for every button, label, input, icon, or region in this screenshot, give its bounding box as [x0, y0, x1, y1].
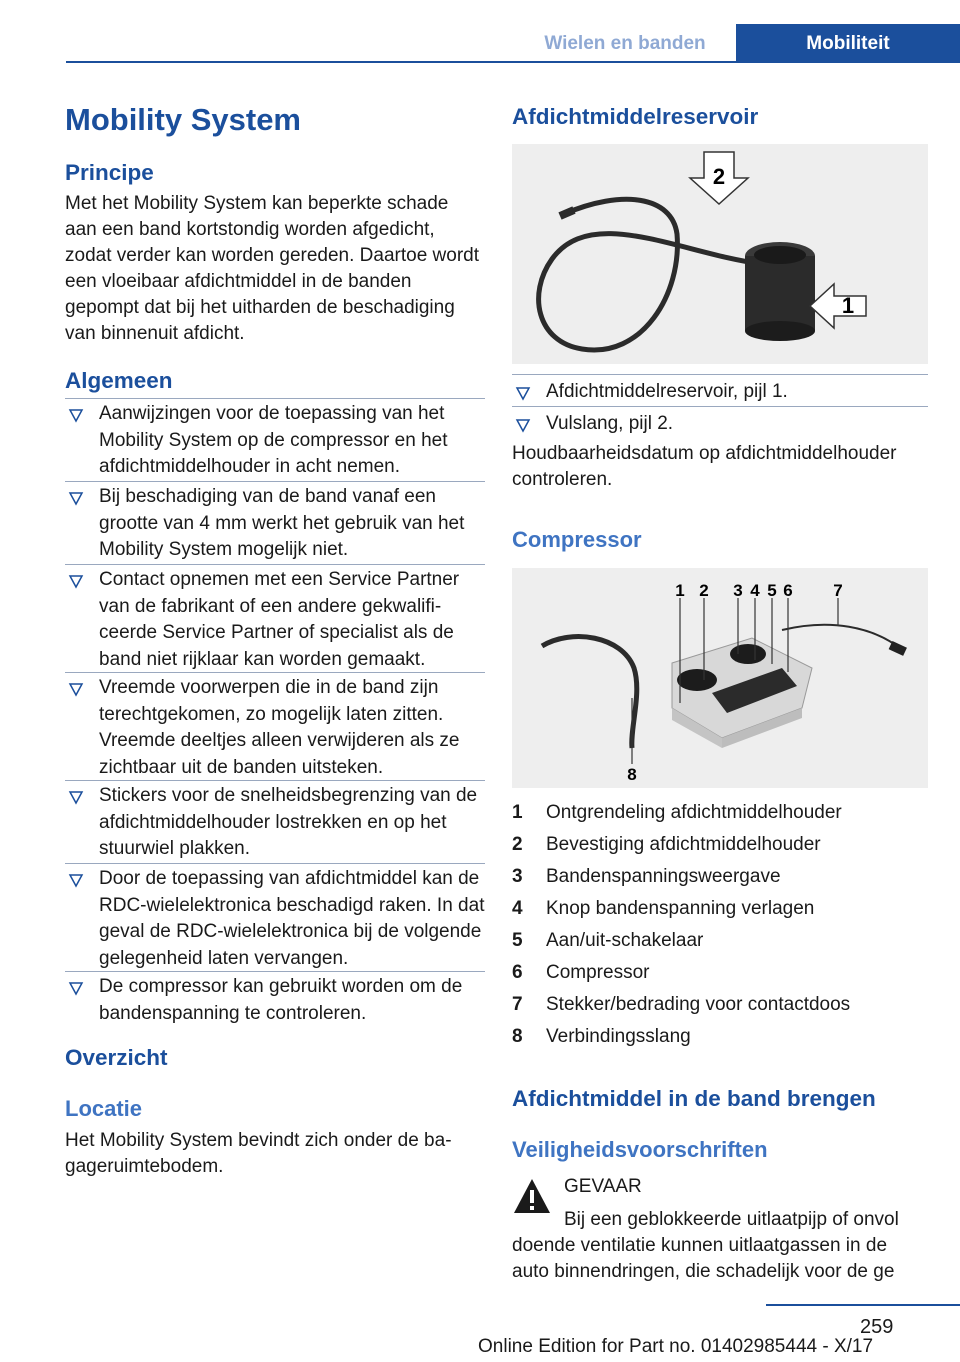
legend-text: Knop bandenspanning verlagen: [546, 898, 815, 919]
legend-row: [512, 1024, 928, 1056]
compressor-label: 7: [833, 581, 843, 600]
list-item: [65, 863, 485, 971]
legend-number: 3: [512, 866, 523, 887]
principe-text: Met het Mobility System kan beperkte schade aan een band kortstondig worden afgedicht, zodat verder kan worden gereden. Daartoe wordt een vloeibaar afdichtmiddel in de banden gepompt dat bij het uitharden de beschadiging van binnenuit afdicht.: [65, 193, 480, 344]
triangle-bullet-icon: [68, 980, 84, 996]
reservoir-label-1: 1: [841, 293, 855, 318]
compressor-illustration: [512, 568, 928, 788]
triangle-bullet-icon: [68, 573, 84, 589]
reservoir-illustration: [512, 144, 928, 364]
legend-row: [512, 928, 928, 960]
legend-text: Compressor: [546, 962, 650, 983]
triangle-bullet-icon: [68, 490, 84, 506]
legend-text: Verbindingsslang: [546, 1026, 691, 1047]
triangle-bullet-icon: [68, 789, 84, 805]
legend-text: Stekker/bedrading voor contactdoos: [546, 994, 851, 1015]
reservoir-heading: Afdichtmiddelreservoir: [512, 104, 759, 129]
triangle-bullet-icon: [68, 681, 84, 697]
compressor-heading: Compressor: [512, 527, 642, 552]
legend-row: [512, 832, 928, 864]
legend-number: 2: [512, 834, 523, 855]
reservoir-note: Houdbaarheidsdatum op afdichtmiddelhouder controleren.: [512, 443, 897, 490]
band-heading: Afdichtmiddel in de band brengen: [512, 1086, 876, 1111]
header-chapter-tab[interactable]: Mobiliteit: [736, 24, 960, 63]
warning-title: GEVAAR: [564, 1176, 642, 1197]
legend-number: 6: [512, 962, 523, 983]
triangle-bullet-icon: [68, 407, 84, 423]
legend-text: Ontgrendeling afdichtmiddelhouder: [546, 802, 842, 823]
warning-icon: [512, 1176, 552, 1216]
locatie-text: Het Mobility System bevindt zich onder de bagageruimtebodem.: [65, 1130, 452, 1177]
algemeen-heading: Algemeen: [65, 368, 173, 393]
locatie-heading: Locatie: [65, 1096, 143, 1121]
compressor-label: 1: [675, 581, 685, 600]
list-item-text: Door de toepassing van afdichtmiddel kan de RDC-wielelektronica beschadigd raken. In dat geval de RDC-wielelektronica bij de volgende gelegenheid laten vervangen.: [99, 868, 485, 969]
legend-text: Bandenspanningsweergave: [546, 866, 781, 887]
compressor-label: 4: [750, 581, 760, 600]
list-item: [65, 564, 485, 672]
legend-number: 1: [512, 802, 523, 823]
list-item-text: Afdichtmiddelreservoir, pijl 1.: [546, 381, 788, 402]
header-rule: [66, 61, 960, 63]
compressor-label: 5: [767, 581, 777, 600]
triangle-bullet-icon: [515, 385, 531, 401]
compressor-label: 3: [733, 581, 743, 600]
warning-text-first: Bij een geblokkeerde uitlaatpijp of onvol: [564, 1209, 899, 1230]
legend-row: [512, 960, 928, 992]
list-item: [65, 780, 485, 863]
page-number: 259: [860, 1316, 894, 1338]
reservoir-label-2: 2: [712, 164, 726, 189]
list-item-text: Stickers voor de snelheidsbegrenzing van de afdichtmiddelhouder lostrekken en op het stuurwiel plakken.: [99, 785, 478, 859]
legend-row: [512, 992, 928, 1024]
list-item-text: Bij beschadiging van de band vanaf een grootte van 4 mm werkt het gebruik van het Mobility System mogelijk niet.: [99, 486, 465, 560]
legend-number: 7: [512, 994, 523, 1015]
principe-heading: Principe: [65, 160, 154, 185]
list-item: [65, 672, 485, 780]
legend-row: [512, 800, 928, 832]
triangle-bullet-icon: [515, 417, 531, 433]
list-item: [512, 374, 928, 406]
list-item-text: Aanwijzingen voor de toepassing van het Mobility System op de compressor en het afdichtmiddelhouder in acht nemen.: [99, 403, 448, 477]
legend-row: [512, 896, 928, 928]
compressor-label: 6: [783, 581, 793, 600]
list-item-text: Vulslang, pijl 2.: [546, 413, 674, 434]
veiligheid-heading: Veiligheidsvoorschriften: [512, 1137, 768, 1162]
overzicht-heading: Overzicht: [65, 1045, 168, 1070]
footer-rule: [766, 1304, 960, 1306]
list-item-text: De compressor kan gebruikt worden om de bandenspanning te controleren.: [99, 976, 463, 1024]
footer-edition: Online Edition for Part no. 01402985444 - X/17: [478, 1336, 874, 1357]
page-title: Mobility System: [65, 102, 301, 137]
triangle-bullet-icon: [68, 872, 84, 888]
list-item: [65, 481, 485, 564]
list-item: [65, 971, 485, 1031]
compressor-label: 2: [699, 581, 709, 600]
list-item-text: Vreemde voorwerpen die in de band zijn terechtgekomen, zo mogelijk laten zitten. Vreemde deeltjes alleen verwijderen als ze zichtbaar uit de banden uitsteken.: [99, 677, 460, 778]
legend-text: Aan/uit-schakelaar: [546, 930, 704, 951]
list-item: [65, 398, 485, 481]
warning-text-rest: doende ventilatie kunnen uitlaatgassen in de auto binnendringen, die schadelijk voor de ge: [512, 1235, 895, 1282]
list-item: [512, 406, 928, 438]
legend-row: [512, 864, 928, 896]
legend-text: Bevestiging afdichtmiddelhouder: [546, 834, 821, 855]
header-section-tab[interactable]: Wielen en banden: [514, 24, 736, 63]
list-item-text: Contact opnemen met een Service Partner van de fabrikant of een andere gekwalificeerde Service Partner of specialist als de band niet rijklaar kan worden gemaakt.: [99, 569, 460, 670]
legend-number: 5: [512, 930, 523, 951]
legend-number: 4: [512, 898, 523, 919]
compressor-label: 8: [627, 765, 637, 784]
legend-number: 8: [512, 1026, 523, 1047]
